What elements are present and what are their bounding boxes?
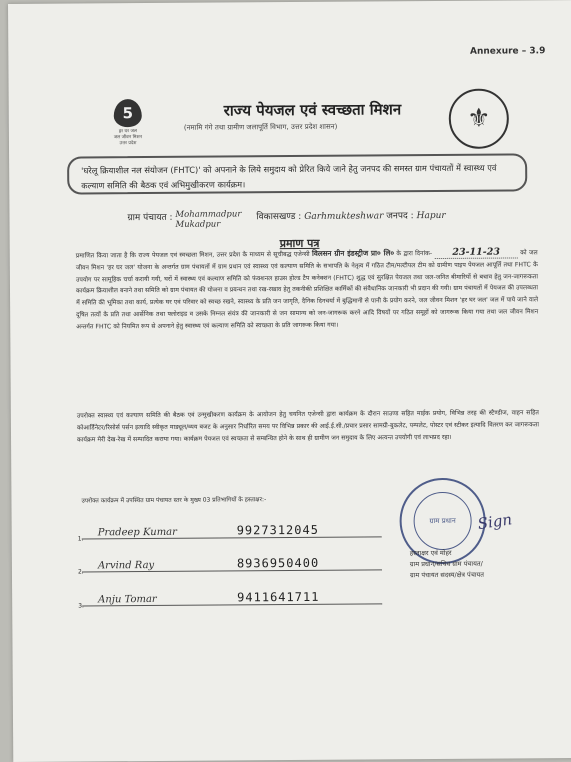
district-value: Hapur <box>416 210 446 222</box>
logo-tagline: हर घर जल जल जीवन मिशन उत्तर प्रदेश <box>113 129 143 147</box>
gram-panchayat-value: Mohammadpur Mukadpur <box>175 209 242 230</box>
para1-text-a: प्रमाणित किया जाता है कि राज्य पेयजल एवं स्वच्छता मिशन, उत्तर प्रदेश के माध्यम से सूचीबद्ध एजेन्सी <box>75 250 312 260</box>
certificate-paragraph-2: उपरोक्त स्वास्थ्य एवं कल्याण समिति की बैठक एवं उन्मुखीकरण कार्यक्रम के आयोजन हेतु चयनित एजेन्सी द्वारा कार्यक्रम के दौरान साउण्ड सहित माईक प्रयोग, विभिन्न तरह की स्टैण्डीज, वाहन सहित कोआर्डिनेटर/रिसोर्स पर्सन इत्यादि स्वीकृत माड्यूल/व्यय बजट के अनुसार निर्धारित समय पर विभिन्न प्रकार की आई.ई.सी./प्रचार प्रसार सामग्री-बुकलेट, पम्पलेट, पोस्टर एवं स्टीकर इत्यादि वितरण कर जागरूकता कार्यक्रम मेरी देख-रेख में सम्पादित कराया गया। कार्यक्रम पेयजल एवं स्वच्छता से सम्बन्धित होने के साथ ही ग्रामीण जन समुदाय के लिए अत्यन्त उपयोगी एवं लाभप्रद रहा। <box>76 409 539 444</box>
block-label: विकासखण्ड : <box>256 211 302 223</box>
stamp-signature: Sign <box>476 510 514 534</box>
water-drop-icon: 5 <box>114 99 142 127</box>
signer-phone: 9927312045 <box>236 522 319 538</box>
location-line <box>127 208 445 230</box>
signer-phone: 8936950400 <box>236 555 320 571</box>
signer-phone: 9411641711 <box>237 589 320 605</box>
signer-index: 1. <box>77 535 84 543</box>
program-banner: 'घरेलू क्रियाशील नल संयोजन (FHTC)' को अपनाने के लिये समुदाय को प्रेरित किये जाने हेतु जनपद की समस्त ग्राम पंचायतों में स्वास्थ्य एवं कल्याण समिति की बैठक एवं अभिमुखीकरण कार्यक्रम। <box>67 153 527 194</box>
certificate-paragraph-1 <box>76 246 539 333</box>
signature-label: हस्ताक्षर एवं मोहर <box>409 548 452 558</box>
agency-name: विलसन ग्रीन इंडस्ट्रीज प्रा० लि० <box>311 248 395 258</box>
certificate-heading: प्रमाण पत्र <box>279 236 320 251</box>
up-state-emblem-icon: ⚜ <box>449 89 509 149</box>
signature-block <box>410 547 530 581</box>
page-subtitle: (नमामि गंगे तथा ग्रामीण जलापूर्ति विभाग, उत्तर प्रदेश शासन) <box>183 122 338 132</box>
signer-index: 3. <box>78 602 84 610</box>
page-title: राज्य पेयजल एवं स्वच्छता मिशन <box>223 100 402 120</box>
signer-row <box>77 551 382 576</box>
stamp-center: ग्राम प्रधान <box>413 492 471 550</box>
district-label: जनपद : <box>386 211 414 222</box>
signers-caption: उपरोक्त कार्यक्रम में उपस्थित ग्राम पंचायत स्तर के मुख्य 03 प्रतिभागियों के हस्ताक्षर:- <box>81 496 267 505</box>
signer-row <box>77 518 382 543</box>
para1-text-c: को जल जीवन मिशन 'हर घर जल' योजना के अन्तर्गत ग्राम पंचायतों में ग्राम प्रधान एवं स्वास्थ्य एवं कल्याण समिति के सभापति के नेतृत्व में गठित टीम/मल्टीपल टीम को ग्रामीण पाइप पेयजल आपूर्ति तथा FHTC के उपयोग पर सामूहिक चर्चा करायी गयी, घरों में स्वास्थ्य एवं कल्याण समिति को फंक्शनल हाउस होल्ड टैप कनेक्शन (FHTC) शुद्ध एवं सुरक्षित पेयजल तथा जल-जनित बीमारियों से बचाव हेतु जन-जागरूकता कार्यक्रम क्रियाशील बनाने तथा समिति को ग्राम पंचायत की योजना व प्रबन्धन तथा रख-रखाव हेतु तकनीकी प्रशिक्षित कार्मिकों की संवैधानिक जानकारी भी प्रदान की गयी। ग्राम पंचायतों में पेयजल की उपलब्धता में समिति की भूमिका तथा कार्य, प्रत्येक घर एवं परिवार को स्वच्छ रखने, स्वास्थ्य के प्रति जन जागृति, दैनिक दिनचर्या में बुद्धिमानी से पानी के प्रयोग करने, जल जीवन मिशन 'हर घर जल' जल में पाये जाने वाले दूषित तत्वों के प्रति तथा आर्सेनिक तथा फ्लोराइड व उसके निम्नल संयंत्र की जानकारी से जन सामान्य को जन-जागरूक करने आदि विषयों पर गठित समूहों को जागरूक किया गया तथा जल जीवन मिशन अन्तर्गत FHTC को नियमित रूप से अपनाने हेतु स्वास्थ्य एवं कल्याण समिति को स्वच्छता के प्रति जागरूक किया गया। <box>75 249 539 331</box>
signer-name: Pradeep Kumar <box>97 526 177 539</box>
signer-name: Anju Tomar <box>98 593 157 606</box>
block-value: Garhmukteshwar <box>304 211 384 222</box>
annexure-label: Annexure – 3.9 <box>469 46 546 57</box>
document-page <box>8 0 571 762</box>
signer-row <box>78 585 382 610</box>
signature-role-1: ग्राम प्रधान/सचिव ग्राम पंचायत/ <box>409 559 483 569</box>
signer-index: 2. <box>77 568 84 576</box>
jal-jeevan-mission-logo <box>104 99 152 147</box>
gram-panchayat-label: ग्राम पंचायत : <box>127 212 173 224</box>
signature-role-2: ग्राम पंचायत सदस्य/क्षेत्र पंचायत <box>409 570 485 580</box>
para1-text-b: के द्वारा दिनांक- <box>394 250 435 258</box>
event-date: 23-11-23 <box>434 246 518 259</box>
signer-name: Arvind Ray <box>97 559 155 572</box>
